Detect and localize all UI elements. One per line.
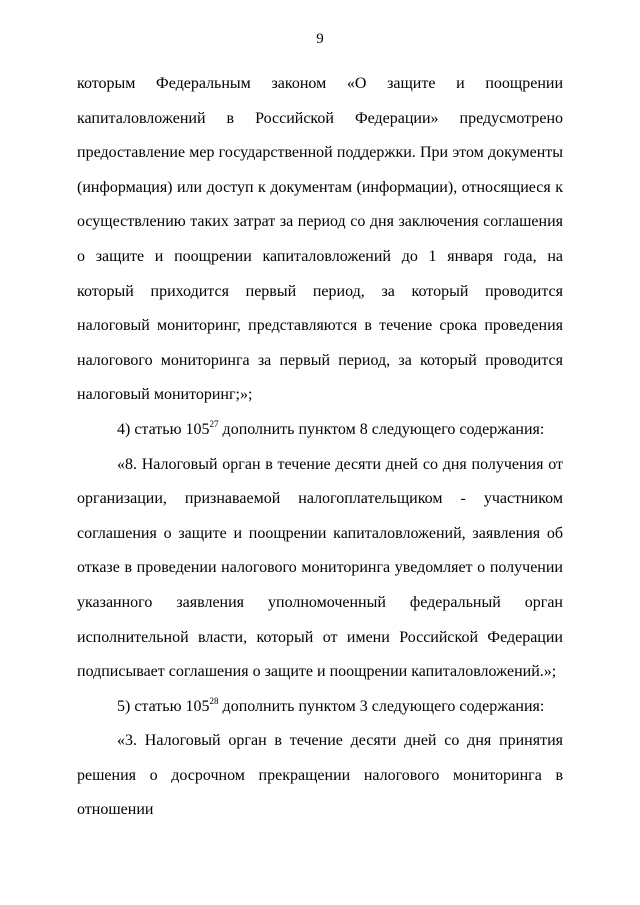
page-number: 9 xyxy=(316,31,324,47)
item-5-text-start: 5) статью 105 xyxy=(117,697,210,715)
item-5-text-end: дополнить пунктом 3 следующего содержания: xyxy=(218,697,545,715)
item-4-text-start: 4) статью 105 xyxy=(117,420,210,438)
item-5-superscript: 28 xyxy=(209,695,219,706)
paragraph-point-8: «8. Налоговый орган в течение десяти дней со дня получения от организации, признаваемой налогоплательщиком - участником соглашения о защите и поощрении капиталовложений, заявления об отказе в проведении налогового мониторинга уведомляет о получении указанного заявления уполномоченный федеральный орган исполнительной власти, который от имени Российской Федерации подписывает соглашения о защите и поощрении капиталовложений.»; xyxy=(77,455,563,681)
item-4-superscript: 27 xyxy=(209,418,219,429)
paragraph-item-5 xyxy=(77,690,563,725)
paragraph-continuation: которым Федеральным законом «О защите и поощрении капиталовложений в Российской Федерации» предусмотрено предоставление мер государственной поддержки. При этом документы (информация) или доступ к документам (информации), относящиеся к осуществлению таких затрат за период со дня заключения соглашения о защите и поощрении капиталовложений до 1 января года, на который приходится первый период, за который проводится налоговый мониторинг, представляются в течение срока проведения налогового мониторинга за первый период, за который проводится налоговый мониторинг;»; xyxy=(77,75,563,404)
item-4-text-end: дополнить пунктом 8 следующего содержания: xyxy=(218,420,545,438)
paragraph-item-4 xyxy=(77,413,563,448)
document-body xyxy=(77,67,563,828)
paragraph-point-3: «3. Налоговый орган в течение десяти дней со дня принятия решения о досрочном прекращении налогового мониторинга в отношении xyxy=(77,732,563,819)
